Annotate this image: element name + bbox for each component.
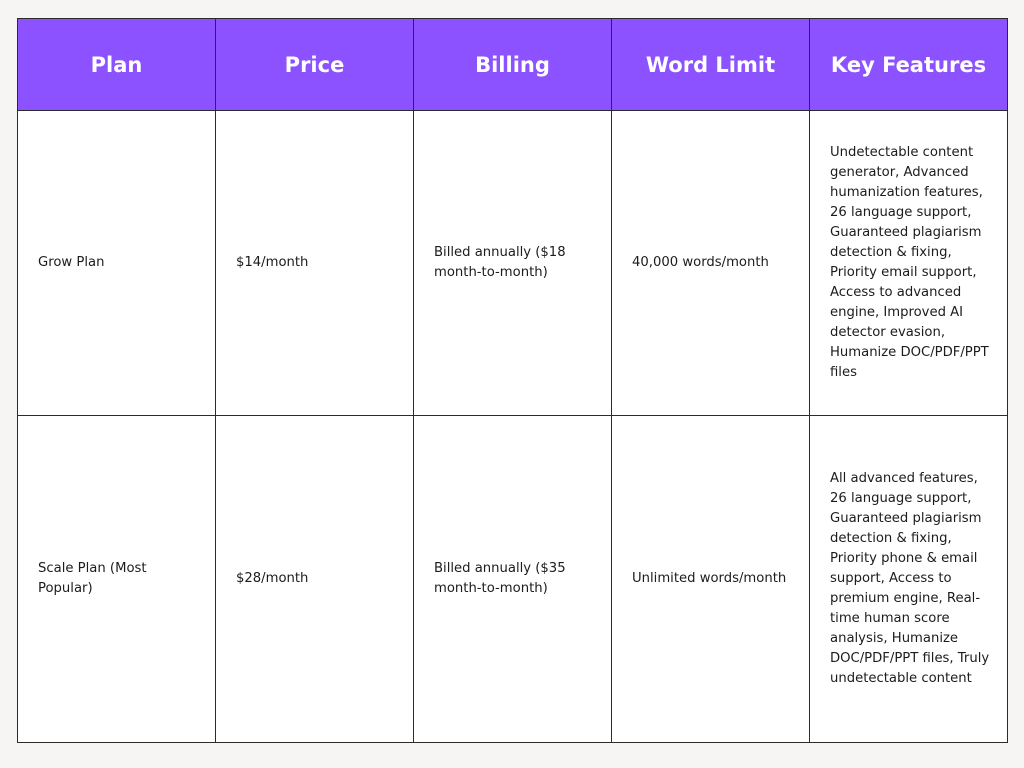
cell-billing: Billed annually ($35 month-to-month)	[414, 416, 612, 743]
cell-word-limit: Unlimited words/month	[612, 416, 810, 743]
cell-price: $14/month	[216, 111, 414, 416]
cell-key-features: All advanced features, 26 language support, Guaranteed plagiarism detection & fixing, Priority phone & email support, Access to premium engine, Real-time human score analysis, Humanize DOC/PDF/PPT files, Truly undetectable content	[810, 416, 1008, 743]
cell-plan: Scale Plan (Most Popular)	[18, 416, 216, 743]
pricing-table-container	[17, 18, 1007, 743]
column-header-key-features: Key Features	[810, 19, 1008, 111]
cell-billing: Billed annually ($18 month-to-month)	[414, 111, 612, 416]
cell-plan: Grow Plan	[18, 111, 216, 416]
table-row	[18, 111, 1008, 416]
cell-word-limit: 40,000 words/month	[612, 111, 810, 416]
column-header-word-limit: Word Limit	[612, 19, 810, 111]
table-row	[18, 416, 1008, 743]
table-header-row	[18, 19, 1008, 111]
cell-price: $28/month	[216, 416, 414, 743]
column-header-price: Price	[216, 19, 414, 111]
column-header-billing: Billing	[414, 19, 612, 111]
column-header-plan: Plan	[18, 19, 216, 111]
pricing-comparison-table	[17, 18, 1008, 743]
cell-key-features: Undetectable content generator, Advanced humanization features, 26 language support, Guaranteed plagiarism detection & fixing, Priority email support, Access to advanced engine, Improved AI detector evasion, Humanize DOC/PDF/PPT files	[810, 111, 1008, 416]
